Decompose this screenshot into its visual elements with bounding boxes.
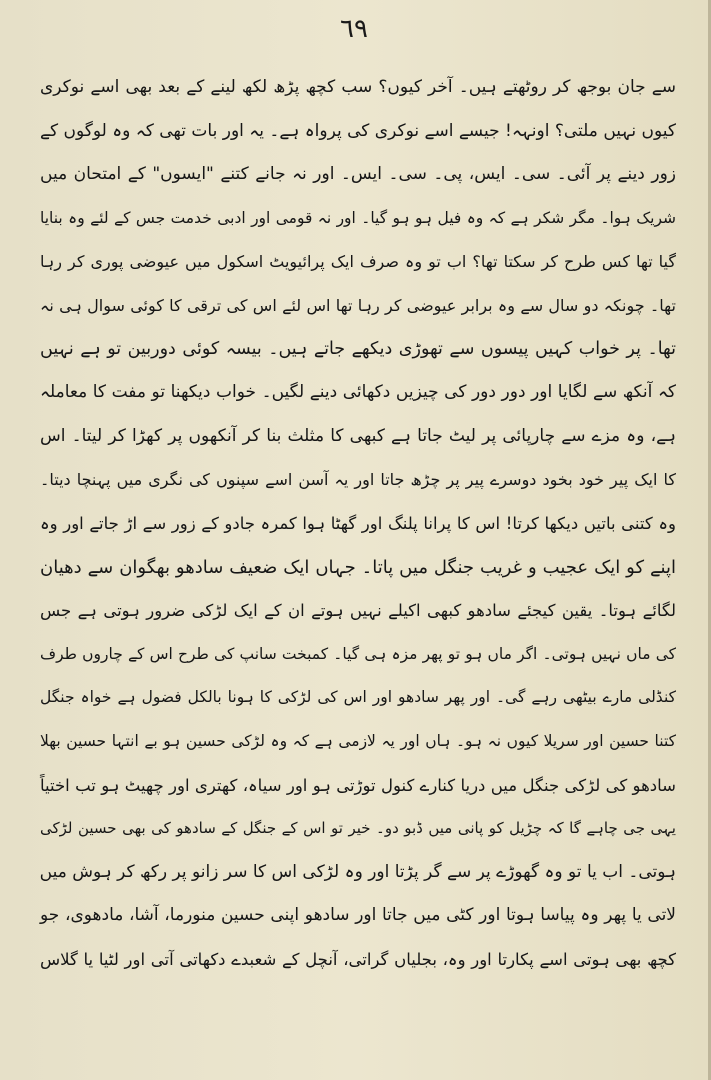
text-line: کچھ بھی ہوتی اسے پکارتا اور وہ، بجلیاں گراتی، آنچل کے شعبدے دکھاتی آتی اور لٹیا یا گلاس: [40, 949, 676, 969]
text-line: ہے، وہ مزے سے چارپائی پر لیٹ جاتا ہے کبھی کا مثلث بنا کر آنکھوں پر کھڑا کر لیتا۔ اس: [40, 425, 676, 446]
page-number: ٦٩: [340, 14, 368, 44]
text-line: کہ آنکھ سے لگایا اور دور دور کی چیزیں دکھائی دینے لگیں۔ خواب دیکھنا تو مفت کا معاملہ: [40, 382, 676, 403]
body-text: [40, 66, 676, 981]
text-line: لگائے ہوتا۔ یقین کیجئے سادھو کبھی اکیلے نہیں ہوتے ان کے ایک لڑکی ضرور ہوتی ہے جس: [40, 601, 676, 621]
text-line: گیا تھا کس طرح کر سکتا تھا؟ اب تو وہ صرف ایک پرائیویٹ اسکول میں عیوضی پوری کر رہا: [40, 252, 676, 272]
text-line: شریک ہوا۔ مگر شکر ہے کہ وہ فیل ہو ہو گیا۔ اور نہ قومی اور ادبی خدمت جس کے لئے وہ بنایا: [40, 208, 676, 227]
text-line: لاتی یا پھر وہ پیاسا ہوتا اور کٹی میں جاتا اور سادھو اپنی حسین منورما، آشا، مادھوی، جو: [40, 905, 676, 926]
text-line: کنڈلی مارے بیٹھی رہے گی۔ اور پھر سادھو اور اس کی لڑکی کا ہونا بالکل فضول ہے خواہ جنگل: [40, 688, 676, 707]
text-line: ہوتی۔ اب یا تو وہ گھوڑے پر سے گر پڑتا اور وہ لڑکی اس کا سر زانو پر رکھ کر ہوش میں: [39, 861, 676, 882]
text-line: سادھو کی لڑکی جنگل میں دریا کنارے کنول توڑتی ہو اور سیاہ، کھتری اور چھیٹ ہو تب اختیاً: [40, 775, 676, 795]
text-line: زور دینے پر آئی۔ سی۔ ایس، پی۔ سی۔ ایس۔ اور نہ جانے کتنے "ایسوں" کے امتحان میں: [40, 164, 676, 185]
text-line: سے جان بوجھ کر روٹھتے ہیں۔ آخر کیوں؟ سب کچھ پڑھ لکھ لینے کے بعد بھی اسے نوکری: [40, 77, 676, 97]
text-line: اپنے کو ایک عجیب و غریب جنگل میں پاتا۔ جہاں ایک ضعیف سادھو بھگوان سے دھیان: [40, 556, 676, 578]
text-line: تھا۔ چونکہ دو سال سے وہ برابر عیوضی کر رہا تھا اس لئے اس کی ترقی کا کوئی سوال ہی نہ: [40, 295, 676, 315]
text-line: کیوں نہیں ملتی؟ اونہہ! جیسے اسے نوکری کی پرواہ ہے۔ یہ اور بات تھی کہ وہ لوگوں کے: [40, 120, 676, 141]
text-line: تھا۔ پر خواب کہیں پیسوں سے تھوڑی دیکھے جاتے ہیں۔ بیسہ کوئی دوربین تو ہے نہیں: [40, 338, 676, 359]
text-line: کی ماں نہیں ہوتی۔ اگر ماں ہو تو پھر مزہ ہی گیا۔ کمبخت سانپ کی طرح اس کے چاروں طرف: [40, 644, 676, 663]
text-line: کا ایک پیر خود بخود دوسرے پیر پر چڑھ جاتا اور یہ آسن اسے سپنوں کی نگری میں پہنچا دیتا۔: [40, 470, 676, 490]
text-line: یہی جی چاہے گا کہ چڑیل کو پانی میں ڈبو دو۔ خیر تو اس کے جنگل کے سادھو کی بھی حسین لڑکی: [40, 819, 676, 838]
text-line: وہ کتنی باتیں دیکھا کرتا! اس کا پرانا پلنگ اور گھٹا ہوا کمرہ جادو کے زور سے اڑ جاتے اور وہ: [40, 513, 676, 533]
text-line: کتنا حسین اور سریلا کیوں نہ ہو۔ ہاں اور یہ لازمی ہے کہ وہ لڑکی حسین ہو بے انتہا حسین بھلا: [40, 731, 676, 750]
